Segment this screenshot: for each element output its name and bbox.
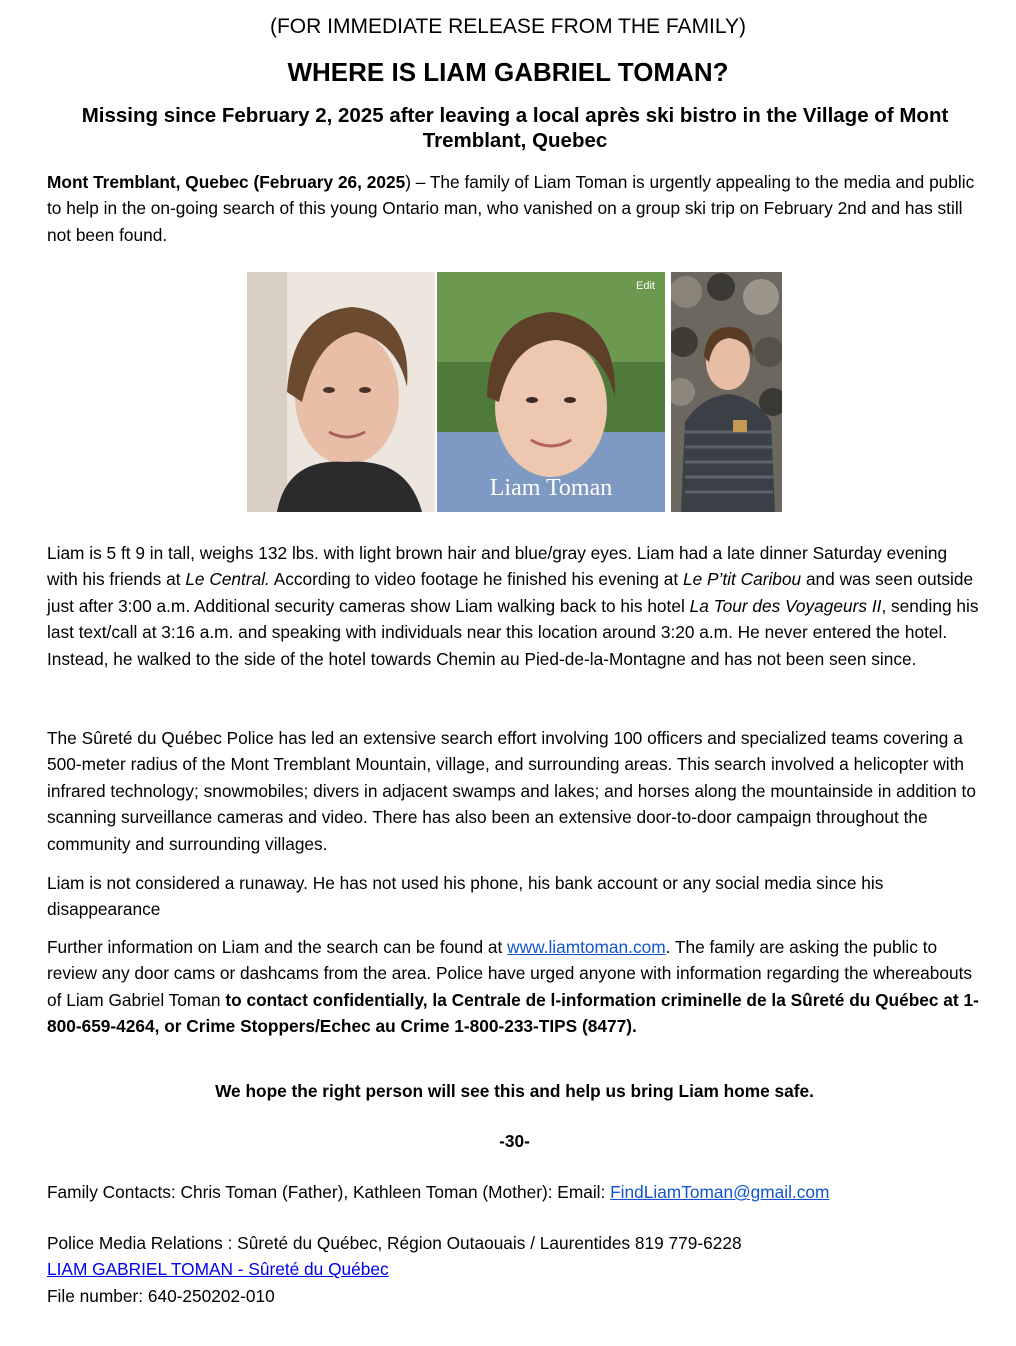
- intro-text: ) – The family of Liam Toman is urgently appealing to the media and public to help in the on-going search of this young Ontario man, who vanished on a group ski trip on February 2nd and has still not been found.: [47, 172, 975, 245]
- photo-portrait-left: [247, 272, 435, 512]
- info-text-1: Further information on Liam and the search can be found at: [47, 937, 508, 957]
- hope-statement: We hope the right person will see this and help us bring Liam home safe.: [215, 1081, 814, 1101]
- photo-caption: Liam Toman: [489, 475, 613, 501]
- runaway-paragraph: Liam is not considered a runaway. He has not used his phone, his bank account or any social media since his disappearance: [47, 873, 884, 920]
- place-le-central: Le Central.: [185, 569, 270, 590]
- police-link[interactable]: LIAM GABRIEL TOMAN - Sûreté du Québec: [47, 1259, 389, 1280]
- contact-appeal: to contact confidentially, la Centrale de l-information criminelle de la Sûreté du Québec at 1-800-659-4264, or Crime Stoppers/Echec au Crime 1-800-233-TIPS (8477).: [47, 989, 979, 1037]
- description-text-1: Liam is 5 ft 9 in tall, weighs 132 lbs. with light brown hair and blue/gray eyes. Liam had a late dinner Saturday evening with his friends at: [47, 543, 948, 590]
- photo-portrait-right: [671, 272, 782, 512]
- page-title: WHERE IS LIAM GABRIEL TOMAN?: [287, 57, 729, 87]
- release-notice: (FOR IMMEDIATE RELEASE FROM THE FAMILY): [269, 15, 747, 38]
- description-text-4: , sending his last text/call at 3:16 a.m. and speaking with individuals near this location around 3:20 a.m. He never entered the hotel. Instead, he walked to the side of the hotel towards Chemin au Pied-de-la-Montagne and has not been seen since.: [47, 595, 979, 669]
- info-text-2: . The family are asking the public to review any door cams or dashcams from the area. Police have urged anyone with information regarding the whereabouts of Liam Gabriel Toman: [47, 937, 973, 1010]
- description-text-2: According to video footage he finished his evening at: [269, 569, 683, 590]
- info-paragraph: [47, 934, 982, 1040]
- search-paragraph: The Sûreté du Québec Police has led an extensive search effort involving 100 officers and specialized teams covering a 500-meter radius of the Mont Tremblant Mountain, village, and surrounding areas. This search involved a helicopter with infrared technology; snowmobiles; divers in adjacent swamps and lakes; and horses along the mountainside in addition to scanning surveillance cameras and video. There has also been an extensive door-to-door campaign throughout the community and surrounding villages.: [47, 728, 976, 854]
- description-paragraph: [47, 540, 982, 672]
- place-hotel: La Tour des Voyageurs II: [689, 595, 882, 616]
- family-contacts: [47, 1179, 982, 1205]
- police-contacts: [47, 1230, 982, 1309]
- page-subtitle: Missing since February 2, 2025 after leaving a local après ski bistro in the Village of Mont Tremblant, Quebec: [81, 104, 949, 152]
- end-mark: -30-: [499, 1131, 530, 1151]
- family-contacts-label: Family Contacts: Chris Toman (Father), Kathleen Toman (Mother): Email:: [47, 1182, 611, 1202]
- police-media-relations: Police Media Relations : Sûreté du Québec, Région Outaouais / Laurentides 819 779-6228: [47, 1233, 742, 1253]
- description-text-3: and was seen outside just after 3:00 a.m. Additional security cameras show Liam walking back to his hotel: [47, 569, 974, 616]
- email-link[interactable]: FindLiamToman@gmail.com: [610, 1182, 830, 1202]
- file-number: File number: 640-250202-010: [47, 1285, 275, 1306]
- place-le-ptit-caribou: Le P’tit Caribou: [682, 569, 802, 590]
- photo-portrait-center: [437, 272, 665, 512]
- intro-paragraph: [47, 169, 982, 248]
- dateline: Mont Tremblant, Quebec (February 26, 2025: [47, 172, 406, 192]
- photo-edit-label: Edit: [636, 280, 655, 292]
- website-link[interactable]: www.liamtoman.com: [507, 937, 666, 957]
